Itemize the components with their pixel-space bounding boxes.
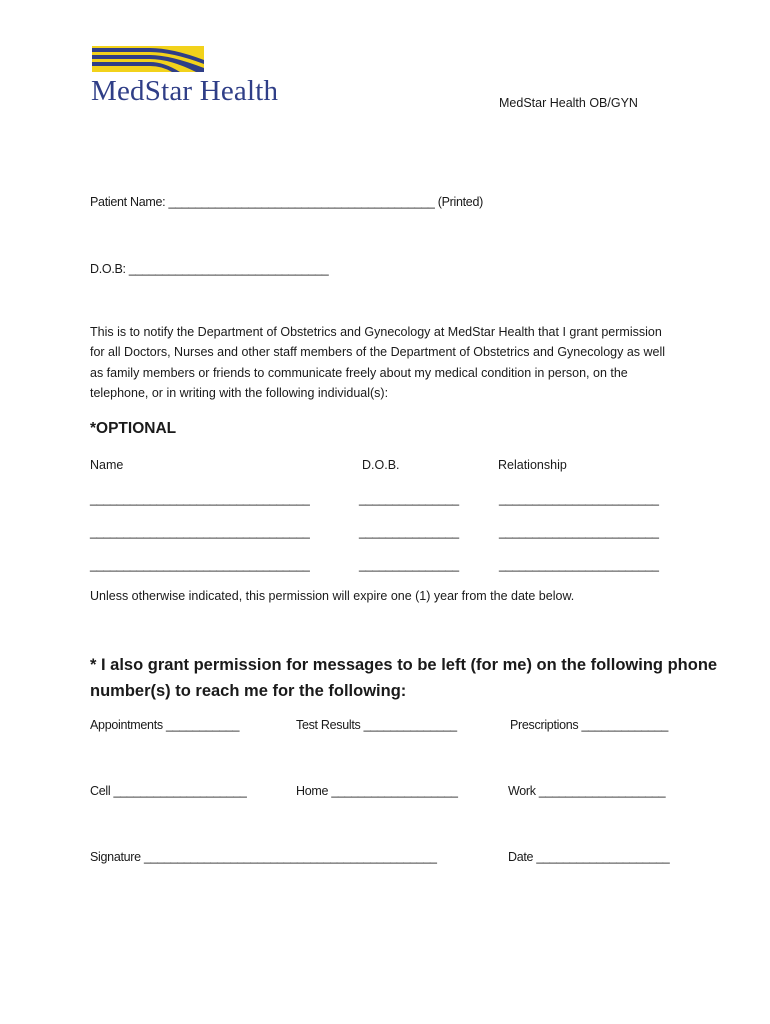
notice-line: telephone, or in writing with the following individual(s): — [90, 385, 389, 400]
logo-wordmark: MedStar Health — [91, 75, 279, 107]
medstar-logo-mark-icon — [92, 46, 204, 72]
individual-name-field[interactable]: _________________________________ — [90, 558, 310, 572]
cell-phone-field[interactable]: Cell ____________________ — [90, 784, 247, 798]
work-phone-field[interactable]: Work ___________________ — [508, 784, 666, 798]
prescriptions-field[interactable]: Prescriptions _____________ — [510, 718, 668, 732]
home-phone-field[interactable]: Home ___________________ — [296, 784, 458, 798]
message-permission-heading — [90, 652, 717, 704]
individual-dob-field[interactable]: _______________ — [359, 525, 459, 539]
individual-relationship-field[interactable]: ________________________ — [499, 558, 659, 572]
notice-line: This is to notify the Department of Obstetrics and Gynecology at MedStar Health that I grant permission — [90, 325, 662, 339]
heading-line: * I also grant permission for messages to be left (for me) on the following phone — [90, 656, 718, 674]
permission-notice — [90, 322, 690, 403]
individual-name-field[interactable]: _________________________________ — [90, 525, 310, 539]
individual-dob-field[interactable]: _______________ — [359, 558, 459, 572]
column-header-dob: D.O.B. — [362, 458, 400, 472]
individual-relationship-field[interactable]: ________________________ — [499, 525, 659, 539]
column-header-relationship: Relationship — [498, 458, 567, 472]
individual-dob-field[interactable]: _______________ — [359, 492, 459, 506]
notice-line: as family members or friends to communicate freely about my medical condition in person, on the — [90, 365, 628, 380]
patient-dob-field[interactable]: D.O.B: ______________________________ — [90, 262, 329, 276]
individual-name-field[interactable]: _________________________________ — [90, 492, 310, 506]
expiry-note: Unless otherwise indicated, this permission will expire one (1) year from the date below. — [90, 589, 575, 603]
signature-field[interactable]: Signature ____________________________________________ — [90, 850, 437, 864]
date-field[interactable]: Date ____________________ — [508, 850, 670, 864]
test-results-field[interactable]: Test Results ______________ — [296, 718, 457, 732]
column-header-name: Name — [90, 458, 124, 472]
individual-relationship-field[interactable]: ________________________ — [499, 492, 659, 506]
department-title: MedStar Health OB/GYN — [499, 96, 638, 110]
patient-name-field[interactable]: Patient Name: ________________________________________ (Printed) — [90, 195, 483, 209]
heading-line: number(s) to reach me for the following: — [90, 682, 407, 700]
optional-heading: *OPTIONAL — [90, 420, 177, 437]
notice-line: for all Doctors, Nurses and other staff members of the Department of Obstetrics and Gynecology as well — [90, 345, 666, 360]
appointments-field[interactable]: Appointments ___________ — [90, 718, 240, 732]
